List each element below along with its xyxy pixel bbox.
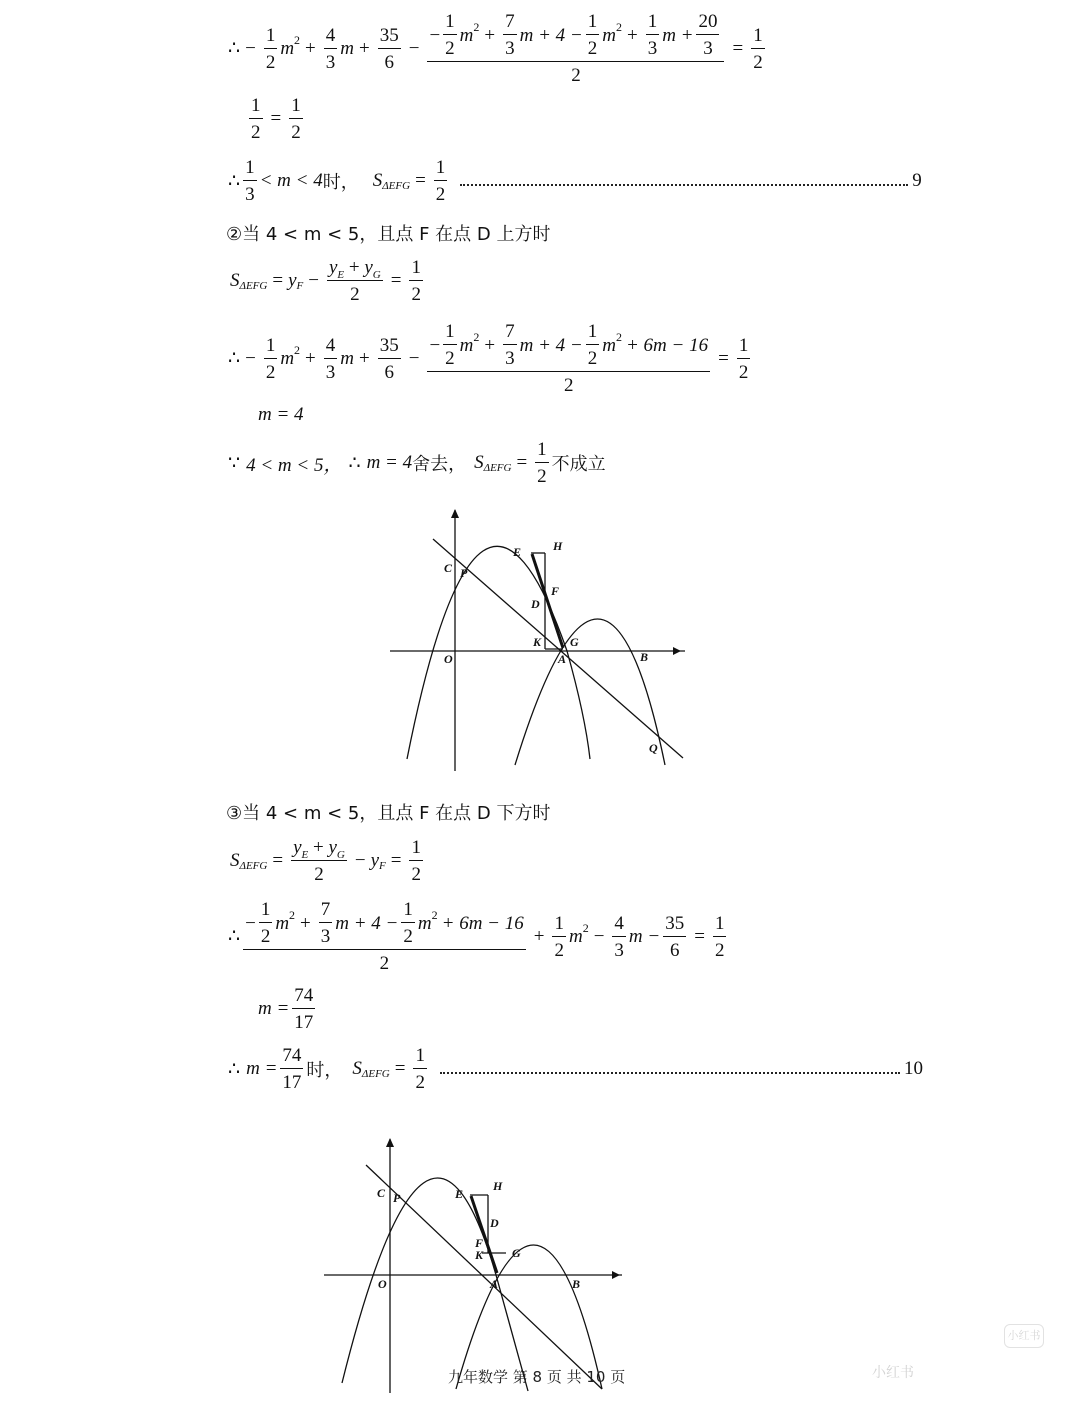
denominator: 3 bbox=[325, 51, 336, 73]
denominator: 2 bbox=[411, 284, 421, 305]
numerator: 1 bbox=[264, 336, 278, 359]
denominator: 2 bbox=[445, 38, 455, 59]
case-heading-text: ②当 4 < m < 5，且点 F 在点 D 上方时 bbox=[226, 224, 551, 245]
numerator: 1 bbox=[434, 158, 448, 181]
conclusion-line-1 bbox=[228, 158, 922, 204]
label-O: O bbox=[444, 652, 453, 666]
big-numerator bbox=[427, 12, 724, 62]
denominator: 3 bbox=[505, 38, 515, 59]
numerator: 1 bbox=[409, 838, 423, 861]
variable-m: m bbox=[280, 37, 295, 59]
result-m-4 bbox=[258, 404, 304, 426]
denominator: 2 bbox=[587, 348, 598, 369]
minus-sign: − bbox=[245, 912, 256, 934]
big-denominator: 2 bbox=[379, 953, 390, 974]
denominator: 2 bbox=[291, 122, 301, 143]
case-3-heading bbox=[226, 799, 550, 825]
label-G: G bbox=[512, 1246, 521, 1260]
big-denominator: 2 bbox=[564, 375, 574, 396]
exponent: 2 bbox=[473, 20, 480, 34]
plus-sign: + bbox=[305, 37, 316, 59]
fraction bbox=[243, 158, 257, 204]
numerator: 1 bbox=[443, 322, 457, 345]
big-numerator bbox=[427, 322, 710, 372]
numerator: 4 bbox=[324, 336, 338, 359]
area-subscript: ΔEFG bbox=[483, 462, 512, 474]
equals-sign: = bbox=[272, 270, 284, 291]
numerator: 7 bbox=[503, 12, 517, 35]
term: m + 4 − bbox=[519, 24, 583, 46]
area-subscript: ΔEFG bbox=[239, 280, 268, 292]
big-fraction bbox=[427, 12, 724, 85]
equation-line-4 bbox=[228, 900, 729, 973]
equation-line-1 bbox=[228, 12, 768, 85]
denominator: 3 bbox=[505, 348, 515, 369]
fraction bbox=[696, 12, 719, 58]
big-fraction bbox=[427, 322, 710, 395]
y-symbol: y bbox=[288, 270, 297, 291]
numerator: 35 bbox=[663, 914, 686, 937]
numerator: 1 bbox=[264, 26, 278, 49]
denominator: 2 bbox=[403, 926, 413, 947]
therefore-symbol: ∴ bbox=[348, 452, 361, 474]
inequality: < m < 4 bbox=[259, 170, 323, 191]
equals-sign: = bbox=[694, 925, 705, 947]
variable-m: m bbox=[340, 347, 354, 369]
variable-m: m bbox=[280, 347, 295, 369]
big-denominator: 2 bbox=[571, 65, 581, 86]
fraction bbox=[378, 336, 401, 382]
exponent: 2 bbox=[431, 908, 438, 922]
minus-sign: − bbox=[245, 37, 256, 59]
area-formula-1 bbox=[230, 258, 426, 304]
fraction bbox=[713, 914, 727, 960]
numerator: 35 bbox=[378, 26, 401, 49]
therefore-symbol: ∴ bbox=[228, 926, 241, 947]
fraction bbox=[663, 914, 686, 960]
equals-sign: = bbox=[394, 1058, 406, 1079]
exponent: 2 bbox=[615, 330, 622, 344]
fraction bbox=[413, 1046, 427, 1092]
exponent: 2 bbox=[289, 908, 296, 922]
numerator: 1 bbox=[586, 322, 600, 345]
y-subscript: F bbox=[379, 860, 386, 872]
label-K: K bbox=[475, 1248, 484, 1262]
label-Q: Q bbox=[649, 741, 658, 755]
numerator: 1 bbox=[259, 900, 273, 923]
term: m + 4 − bbox=[519, 334, 583, 356]
fraction bbox=[259, 900, 273, 946]
plus-sign: + bbox=[533, 925, 545, 947]
label-B: B bbox=[572, 1277, 581, 1291]
denominator: 2 bbox=[415, 1072, 425, 1093]
exponent: 2 bbox=[294, 33, 301, 47]
label-H: H bbox=[493, 1179, 503, 1193]
denominator: 3 bbox=[614, 939, 624, 961]
variable-m: m bbox=[275, 912, 290, 934]
label-F: F bbox=[551, 584, 560, 598]
area-subscript: ΔEFG bbox=[239, 860, 268, 872]
term: + 6m − 16 bbox=[441, 912, 524, 934]
numerator: 1 bbox=[409, 258, 423, 281]
denominator: 2 bbox=[738, 361, 749, 383]
denominator: 2 bbox=[314, 864, 324, 885]
equals-sign: = bbox=[272, 850, 284, 871]
denominator: 2 bbox=[251, 122, 261, 143]
fraction bbox=[289, 96, 303, 142]
denominator: 2 bbox=[587, 38, 598, 59]
equals-sign: = bbox=[390, 270, 402, 291]
fraction bbox=[409, 838, 423, 884]
denominator: 3 bbox=[647, 38, 658, 59]
watermark-logo: 小红书 bbox=[1004, 1324, 1044, 1348]
y-symbol: y bbox=[328, 257, 338, 278]
y-axis-arrow bbox=[386, 1138, 394, 1147]
equals-sign: = bbox=[415, 170, 426, 191]
fraction bbox=[503, 12, 517, 58]
equals-sign: = bbox=[718, 347, 729, 369]
numerator: 74 bbox=[280, 1046, 303, 1069]
dotted-leader bbox=[440, 1072, 900, 1074]
fraction bbox=[646, 12, 660, 58]
therefore-symbol: ∴ bbox=[228, 348, 241, 369]
equals-sign: = bbox=[270, 108, 282, 129]
variable-m: m bbox=[602, 24, 616, 46]
fraction bbox=[535, 440, 549, 486]
variable-m: m bbox=[602, 334, 616, 356]
y-subscript: F bbox=[296, 280, 304, 292]
denominator: 2 bbox=[350, 284, 360, 305]
denominator: 2 bbox=[753, 51, 763, 73]
area-subscript: ΔEFG bbox=[382, 180, 411, 192]
denominator: 3 bbox=[703, 38, 713, 59]
denominator: 2 bbox=[411, 864, 421, 885]
numerator: 1 bbox=[243, 158, 257, 181]
fraction bbox=[264, 26, 278, 72]
minus-sign: − bbox=[429, 334, 441, 356]
equals-sign: = bbox=[516, 452, 528, 473]
exponent: 2 bbox=[582, 921, 589, 935]
numerator bbox=[291, 838, 347, 861]
plus-sign: + bbox=[484, 334, 496, 356]
numerator: 4 bbox=[324, 26, 338, 49]
rejection-line bbox=[228, 440, 606, 486]
variable-m: m bbox=[340, 37, 354, 59]
fraction bbox=[249, 96, 263, 142]
fraction bbox=[327, 258, 383, 304]
fraction bbox=[319, 900, 333, 946]
equation-line-3 bbox=[228, 322, 753, 395]
label-F: F bbox=[475, 1236, 484, 1250]
y-symbol: y bbox=[293, 837, 302, 858]
fraction bbox=[292, 986, 315, 1032]
denominator: 6 bbox=[384, 51, 394, 73]
case-2-heading bbox=[226, 220, 550, 246]
numerator: 1 bbox=[552, 914, 566, 937]
plus-sign: + bbox=[626, 24, 638, 46]
y-symbol: y bbox=[370, 850, 379, 871]
fraction bbox=[409, 258, 423, 304]
result-text: m = 4 bbox=[258, 404, 304, 425]
denominator: 17 bbox=[294, 1012, 314, 1033]
big-fraction bbox=[243, 900, 526, 973]
numerator: 1 bbox=[249, 96, 263, 119]
y-subscript: E bbox=[337, 269, 345, 281]
fraction bbox=[586, 322, 600, 368]
fraction bbox=[552, 914, 566, 960]
area-subscript: ΔEFG bbox=[361, 1068, 390, 1080]
denominator: 2 bbox=[260, 926, 271, 947]
denominator: 2 bbox=[537, 466, 547, 487]
numerator: 1 bbox=[413, 1046, 427, 1069]
numerator: 1 bbox=[535, 440, 549, 463]
area-symbol: S bbox=[372, 170, 383, 191]
fraction bbox=[324, 336, 338, 382]
numerator: 1 bbox=[289, 96, 303, 119]
denominator: 3 bbox=[245, 184, 255, 205]
numerator: 1 bbox=[443, 12, 457, 35]
numerator: 35 bbox=[378, 336, 401, 359]
minus-sign: − bbox=[593, 925, 605, 947]
equation-line-2 bbox=[246, 96, 306, 142]
label-E: E bbox=[455, 1187, 464, 1201]
y-axis-arrow bbox=[451, 509, 459, 518]
denominator: 2 bbox=[265, 51, 276, 73]
numerator: 1 bbox=[737, 336, 751, 359]
fraction bbox=[291, 838, 347, 884]
numerator: 1 bbox=[713, 914, 727, 937]
plus-sign: + bbox=[359, 37, 370, 59]
y-subscript: G bbox=[372, 269, 381, 281]
plus-sign: + bbox=[300, 912, 311, 934]
area-symbol: S bbox=[352, 1058, 362, 1079]
numerator: 1 bbox=[586, 12, 600, 35]
area-symbol: S bbox=[230, 270, 240, 291]
numerator: 1 bbox=[646, 12, 660, 35]
variable-m: m bbox=[568, 925, 583, 947]
dotted-leader bbox=[460, 184, 908, 186]
not-valid-text: 不成立 bbox=[551, 454, 606, 475]
fraction bbox=[378, 26, 401, 72]
minus-sign: − bbox=[408, 37, 420, 59]
numerator: 4 bbox=[612, 914, 626, 937]
plus-sign: + bbox=[308, 837, 329, 858]
figure-1-diagram bbox=[385, 505, 695, 775]
denominator: 2 bbox=[554, 939, 564, 961]
denominator: 2 bbox=[445, 348, 455, 369]
variable-m: m bbox=[459, 334, 474, 356]
fraction bbox=[737, 336, 751, 382]
fraction bbox=[586, 12, 600, 58]
equals-sign: = bbox=[732, 37, 744, 59]
watermark-text: 小红书 bbox=[872, 1365, 914, 1381]
figure-2-diagram bbox=[318, 1135, 630, 1397]
therefore-symbol: ∴ bbox=[228, 170, 241, 192]
y-symbol: y bbox=[364, 257, 373, 278]
y-subscript: E bbox=[301, 849, 309, 861]
label-B: B bbox=[640, 650, 649, 664]
label-C: C bbox=[377, 1186, 386, 1200]
fraction bbox=[434, 158, 448, 204]
exponent: 2 bbox=[473, 330, 480, 344]
because-symbol: ∵ bbox=[228, 452, 241, 474]
fraction bbox=[503, 322, 517, 368]
variable-m: m bbox=[459, 24, 474, 46]
equals-sign: = bbox=[390, 850, 402, 871]
minus-sign: − bbox=[354, 850, 366, 871]
numerator: 20 bbox=[696, 12, 719, 35]
conclusion-line-2 bbox=[228, 1046, 923, 1092]
numerator: 7 bbox=[319, 900, 333, 923]
fraction bbox=[264, 336, 278, 382]
variable-m: m bbox=[417, 912, 432, 934]
numerator: 7 bbox=[503, 322, 517, 345]
case-heading-text: ③当 4 < m < 5，且点 F 在点 D 下方时 bbox=[226, 803, 551, 824]
exponent: 2 bbox=[615, 20, 622, 34]
label-G: G bbox=[570, 635, 579, 649]
x-axis-arrow bbox=[673, 647, 681, 655]
minus-sign: − bbox=[408, 347, 420, 369]
denominator: 2 bbox=[265, 361, 276, 383]
numerator: 1 bbox=[751, 26, 765, 49]
label-K: K bbox=[533, 635, 542, 649]
denominator: 2 bbox=[435, 184, 446, 205]
label-E: E bbox=[513, 545, 522, 559]
shi-text: 时， bbox=[322, 172, 359, 193]
shi-text: 时， bbox=[306, 1060, 343, 1081]
inequality: 4 < m < 5， bbox=[246, 454, 343, 476]
therefore-symbol: ∴ bbox=[228, 38, 241, 59]
denominator: 3 bbox=[325, 361, 336, 383]
denominator: 3 bbox=[320, 926, 331, 947]
fraction bbox=[443, 12, 457, 58]
denominator: 6 bbox=[669, 939, 680, 961]
term: m + 4 − bbox=[335, 912, 399, 934]
denominator: 17 bbox=[282, 1072, 302, 1093]
label-A: A bbox=[558, 652, 567, 666]
minus-sign: − bbox=[429, 24, 441, 46]
area-symbol: S bbox=[230, 850, 240, 871]
result-label: m = bbox=[246, 1058, 278, 1079]
numerator bbox=[327, 258, 383, 281]
plus-sign: + bbox=[344, 257, 365, 278]
label-D: D bbox=[531, 597, 540, 611]
label-D: D bbox=[490, 1216, 499, 1230]
denominator: 6 bbox=[384, 361, 394, 383]
term: + 6m − 16 bbox=[625, 334, 709, 356]
label-C: C bbox=[444, 561, 453, 575]
plus-sign: + bbox=[484, 24, 496, 46]
y-symbol: y bbox=[328, 837, 337, 858]
x-axis-arrow bbox=[612, 1271, 620, 1279]
therefore-symbol: ∴ bbox=[228, 1058, 241, 1080]
term: m + bbox=[662, 24, 694, 46]
label-P: P bbox=[460, 566, 468, 580]
area-formula-2 bbox=[230, 838, 426, 884]
label-H: H bbox=[553, 539, 563, 553]
fraction bbox=[612, 914, 626, 960]
term: m − bbox=[628, 925, 661, 947]
result-m-74-17 bbox=[258, 986, 318, 1032]
fraction bbox=[751, 26, 765, 72]
label-O: O bbox=[378, 1277, 387, 1291]
y-subscript: G bbox=[336, 849, 345, 861]
fraction bbox=[280, 1046, 303, 1092]
plus-sign: + bbox=[359, 347, 370, 369]
score-marker: 9 bbox=[912, 170, 922, 191]
numerator: 74 bbox=[292, 986, 315, 1009]
area-symbol: S bbox=[474, 452, 484, 473]
label-P: P bbox=[393, 1191, 401, 1205]
equation: m = 4 bbox=[366, 452, 413, 473]
numerator: 1 bbox=[401, 900, 415, 923]
plus-sign: + bbox=[305, 347, 316, 369]
minus-sign: − bbox=[308, 270, 319, 291]
label-A: A bbox=[490, 1277, 499, 1291]
denominator: 2 bbox=[714, 939, 725, 961]
big-numerator bbox=[243, 900, 526, 950]
fraction bbox=[324, 26, 338, 72]
fraction bbox=[401, 900, 415, 946]
parabola-1 bbox=[342, 1178, 528, 1391]
reject-text: 舍去， bbox=[412, 454, 467, 475]
score-marker: 10 bbox=[903, 1058, 923, 1079]
fraction bbox=[443, 322, 457, 368]
page-footer: 九年数学 第 8 页 共 10 页 bbox=[448, 1368, 626, 1386]
exponent: 2 bbox=[294, 343, 301, 357]
minus-sign: − bbox=[245, 347, 256, 369]
result-label: m = bbox=[258, 998, 290, 1019]
